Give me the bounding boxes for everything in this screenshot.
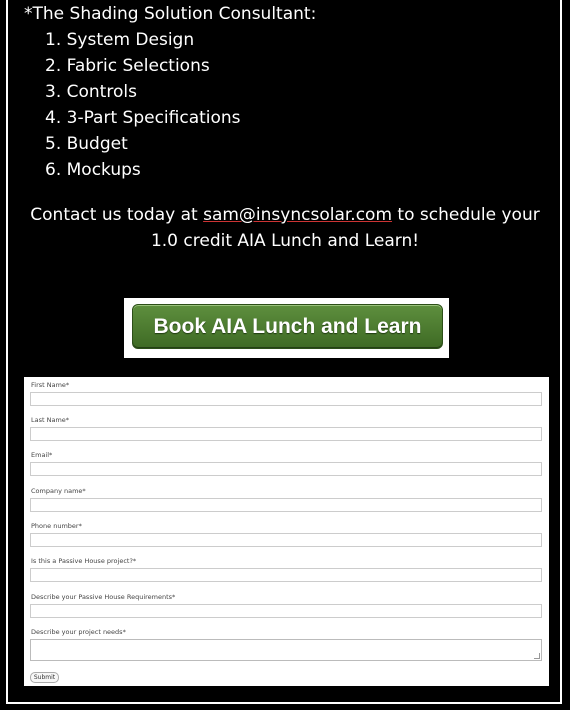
contact-prefix: Contact us today at: [30, 205, 204, 225]
book-lunch-and-learn-button[interactable]: Book AIA Lunch and Learn: [132, 304, 443, 349]
submit-button[interactable]: Submit: [30, 672, 59, 683]
first-name-label: First Name*: [31, 381, 70, 389]
list-item: 4. 3-Part Specifications: [45, 108, 241, 128]
passive-house-requirements-label: Describe your Passive House Requirements*: [31, 593, 176, 601]
passive-house-requirements-input[interactable]: [30, 604, 542, 618]
email-link[interactable]: sam@insyncsolar.com: [203, 205, 393, 225]
first-name-input[interactable]: [30, 392, 542, 406]
consultant-heading: *The Shading Solution Consultant:: [24, 4, 317, 24]
list-item: 1. System Design: [45, 30, 195, 50]
contact-text: [18, 202, 552, 254]
phone-number-input[interactable]: [30, 533, 542, 547]
last-name-label: Last Name*: [31, 416, 70, 424]
project-needs-textarea[interactable]: [30, 639, 542, 661]
list-item: 5. Budget: [45, 134, 128, 154]
email-label: Email*: [31, 451, 53, 459]
company-name-input[interactable]: [30, 498, 542, 512]
list-item: 2. Fabric Selections: [45, 56, 210, 76]
list-item: 3. Controls: [45, 82, 137, 102]
contact-suffix: to schedule your 1.0 credit AIA Lunch and Learn!: [150, 205, 540, 251]
passive-house-input[interactable]: [30, 568, 542, 582]
passive-house-label: Is this a Passive House project?*: [31, 557, 137, 565]
last-name-input[interactable]: [30, 427, 542, 441]
company-name-label: Company name*: [31, 487, 86, 495]
contact-form: [24, 377, 549, 686]
email-input[interactable]: [30, 462, 542, 476]
services-list: [45, 30, 241, 186]
list-item: 6. Mockups: [45, 160, 141, 180]
project-needs-label: Describe your project needs*: [31, 628, 126, 636]
cta-banner[interactable]: [124, 298, 449, 358]
resize-handle-icon[interactable]: [534, 653, 540, 659]
phone-number-label: Phone number*: [31, 522, 82, 530]
